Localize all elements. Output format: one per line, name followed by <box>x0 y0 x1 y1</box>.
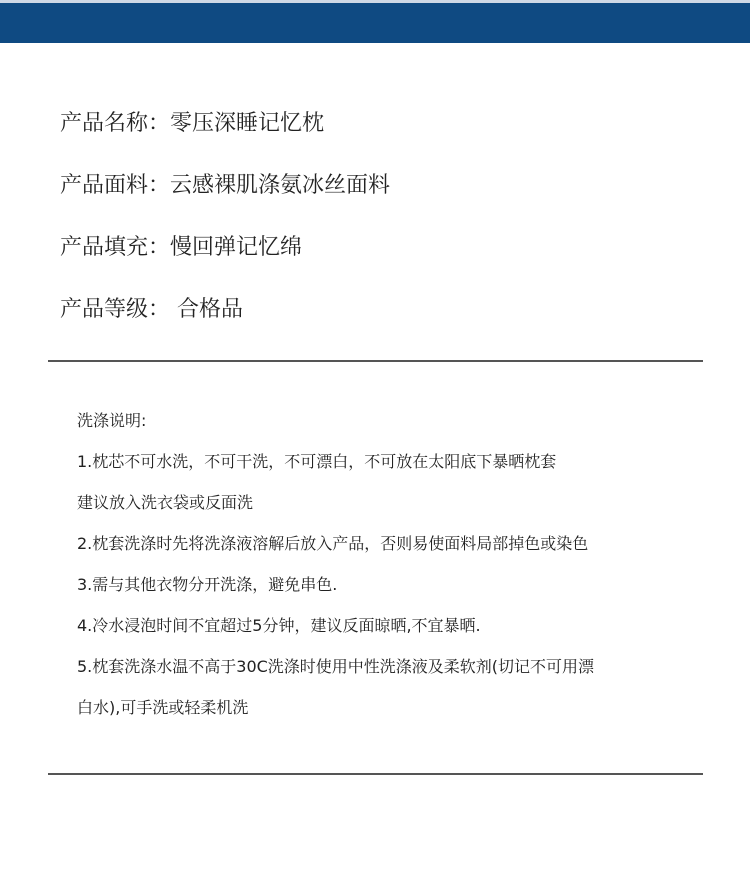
spec-value: 云感裸肌涤氨冰丝面料 <box>170 172 391 198</box>
divider-top <box>48 360 703 362</box>
care-instructions <box>77 400 707 728</box>
spec-row-filling <box>60 214 700 276</box>
product-spec-list <box>60 90 700 338</box>
divider-bottom <box>48 773 703 775</box>
spec-row-name <box>60 90 700 152</box>
care-line: 4.冷水浸泡时间不宜超过5分钟，建议反面晾晒,不宜暴晒. <box>77 616 481 635</box>
spec-value: 慢回弹记忆绵 <box>170 234 303 260</box>
care-line: 建议放入洗衣袋或反面洗 <box>77 493 254 512</box>
spec-row-fabric <box>60 152 700 214</box>
spec-row-grade <box>60 276 700 338</box>
care-title: 洗涤说明: <box>77 411 147 430</box>
care-line: 5.枕套洗涤水温不高于30C洗涤时使用中性洗涤液及柔软剂(切记不可用漂 <box>77 657 595 676</box>
care-line: 3.需与其他衣物分开洗涤，避免串色. <box>77 575 338 594</box>
header-band-highlight <box>0 0 750 3</box>
spec-label: 产品名称： <box>60 110 171 136</box>
care-line: 2.枕套洗涤时先将洗涤液溶解后放入产品，否则易使面料局部掉色或染色 <box>77 534 589 553</box>
spec-label: 产品填充： <box>60 234 171 260</box>
spec-value: 合格品 <box>170 296 244 322</box>
spec-label: 产品面料： <box>60 172 171 198</box>
care-line: 白水),可手洗或轻柔机洗 <box>77 698 249 717</box>
care-line: 1.枕芯不可水洗，不可干洗，不可漂白，不可放在太阳底下暴晒枕套 <box>77 452 557 471</box>
header-band <box>0 0 750 43</box>
spec-label: 产品等级： <box>60 296 171 322</box>
spec-value: 零压深睡记忆枕 <box>170 110 325 136</box>
